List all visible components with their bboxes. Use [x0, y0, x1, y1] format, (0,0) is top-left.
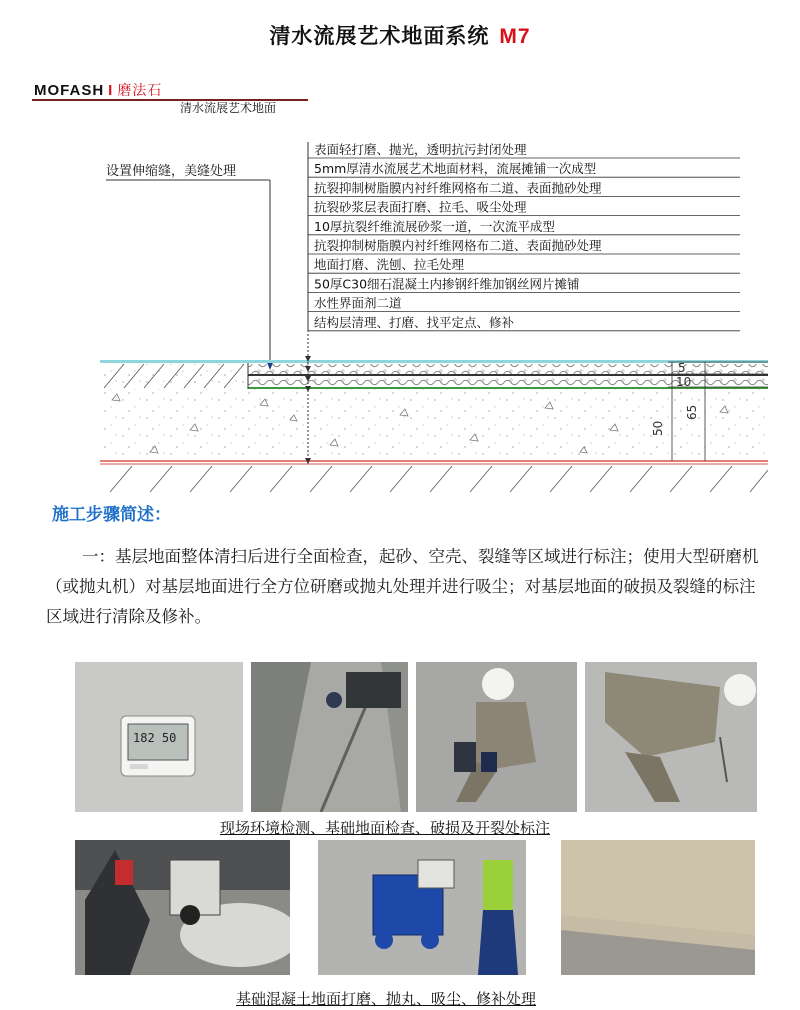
layer-label-group [314, 142, 602, 330]
brand-subtitle: 清水流展艺术地面 [180, 101, 277, 115]
floor-grinder-photo [75, 840, 290, 975]
floor-inspection-photo [416, 662, 577, 812]
title-code: M7 [499, 25, 531, 48]
dim-65: 65 [685, 404, 699, 420]
layer-label: 抗裂抑制树脂膜内衬纤维网格布二道、表面抛砂处理 [314, 180, 602, 196]
ground-surface-photo [561, 840, 755, 975]
thermo-hygrometer-photo [75, 662, 243, 812]
layer-label: 水性界面剂二道 [314, 295, 402, 311]
dim-50: 50 [651, 420, 665, 436]
layer-label: 抗裂砂浆层表面打磨、拉毛、吸尘处理 [314, 199, 527, 215]
title-text: 清水流展艺术地面系统 [269, 24, 490, 48]
brand-logo [34, 80, 162, 100]
dim-10: 10 [676, 375, 692, 389]
thermo-display-text: 182 50 [133, 731, 177, 745]
ground-hatching [110, 466, 768, 492]
layer-label: 抗裂抑制树脂膜内衬纤维网格布二道、表面抛砂处理 [314, 238, 602, 253]
layer-label: 10厚抗裂纤维流展砂浆一道，一次流平成型 [314, 218, 555, 234]
shot-blaster-photo [318, 840, 526, 975]
surface-cyan-line [100, 360, 768, 363]
page-title [0, 20, 800, 50]
layer-label: 50厚C30细石混凝土内掺钢纤维加钢丝网片摊铺 [314, 276, 580, 292]
photo-caption-2: 基础混凝土地面打磨、抛丸、吸尘、修补处理 [236, 990, 537, 1008]
brand-cn: 磨法石 [117, 83, 163, 99]
brand-separator: I [108, 82, 114, 99]
layer-label: 表面轻打磨、抛光，透明抗污封闭处理 [314, 142, 527, 157]
layer-label: 5mm厚清水流展艺术地面材料，流展摊铺一次成型 [314, 161, 597, 177]
photo-caption-1: 现场环境检测、基础地面检查、破损及开裂处标注 [220, 819, 551, 837]
dim-5: 5 [678, 361, 686, 375]
art-floor-layer [248, 364, 768, 374]
defect-marking-photo [585, 662, 757, 812]
step-1-paragraph: 一：基层地面整体清扫后进行全面检查，起砂、空壳、裂缝等区域进行标注；使用大型研磨机（或抛丸机）对基层地面进行全方位研磨或抛丸处理并进行吸尘；对基层地面的破损及裂缝的标注区域进行清除及修补。 [46, 547, 759, 626]
steps-heading: 施工步骤简述： [52, 505, 171, 525]
layer-label: 地面打磨、洗刨、拉毛处理 [314, 257, 465, 273]
floor-section-diagram [0, 130, 800, 495]
brand-en: MOFASH [34, 82, 105, 99]
concrete-slab [100, 389, 768, 461]
layer-label: 结构层清理、打磨、找平定点、修补 [314, 314, 515, 330]
left-callout-text: 设置伸缩缝，美缝处理 [106, 164, 237, 179]
floor-crack-marking-photo [251, 662, 408, 812]
